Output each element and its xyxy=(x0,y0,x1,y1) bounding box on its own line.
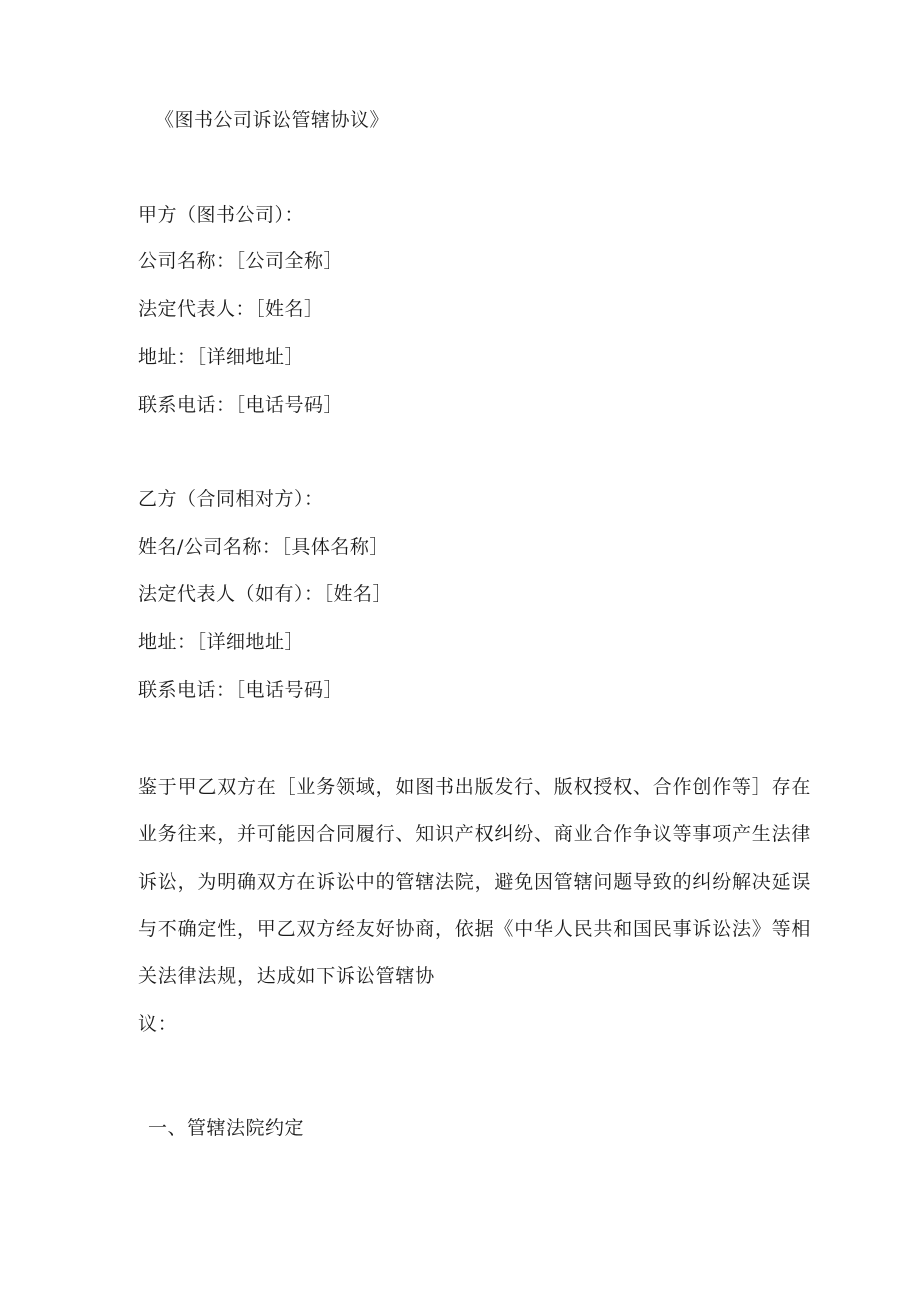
party-a-legal-rep: 法定代表人：［姓名］ xyxy=(138,298,324,320)
preamble-line: 业务往来，并可能因合同履行、知识产权纠纷、商业合作争议等事项产生法律 xyxy=(138,823,812,845)
party-a-phone: 联系电话：［电话号码］ xyxy=(138,394,344,416)
preamble-line: 鉴于甲乙双方在［业务领域，如图书出版发行、版权授权、合作创作等］存在 xyxy=(138,776,812,798)
party-a-address: 地址：［详细地址］ xyxy=(138,346,305,368)
party-a-header: 甲方（图书公司）： xyxy=(138,204,305,226)
document-title: 《图书公司诉讼管辖协议》 xyxy=(155,109,390,131)
preamble-line: 诉讼，为明确双方在诉讼中的管辖法院，避免因管辖问题导致的纠纷解决延误 xyxy=(138,871,812,893)
party-b-legal-rep: 法定代表人（如有）：［姓名］ xyxy=(138,583,393,605)
party-b-name: 姓名/公司名称：［具体名称］ xyxy=(138,536,389,558)
party-b-header: 乙方（合同相对方）： xyxy=(138,488,324,510)
party-b-phone: 联系电话：［电话号码］ xyxy=(138,679,344,701)
party-a-company-name: 公司名称：［公司全称］ xyxy=(138,250,344,272)
section-heading: 一、管辖法院约定 xyxy=(148,1117,305,1139)
preamble-line: 关法律法规，达成如下诉讼管辖协 xyxy=(138,965,436,987)
party-b-address: 地址：［详细地址］ xyxy=(138,631,305,653)
preamble-line: 议： xyxy=(138,1013,178,1035)
preamble-line: 与不确定性，甲乙双方经友好协商，依据《中华人民共和国民事诉讼法》等相 xyxy=(138,918,812,940)
